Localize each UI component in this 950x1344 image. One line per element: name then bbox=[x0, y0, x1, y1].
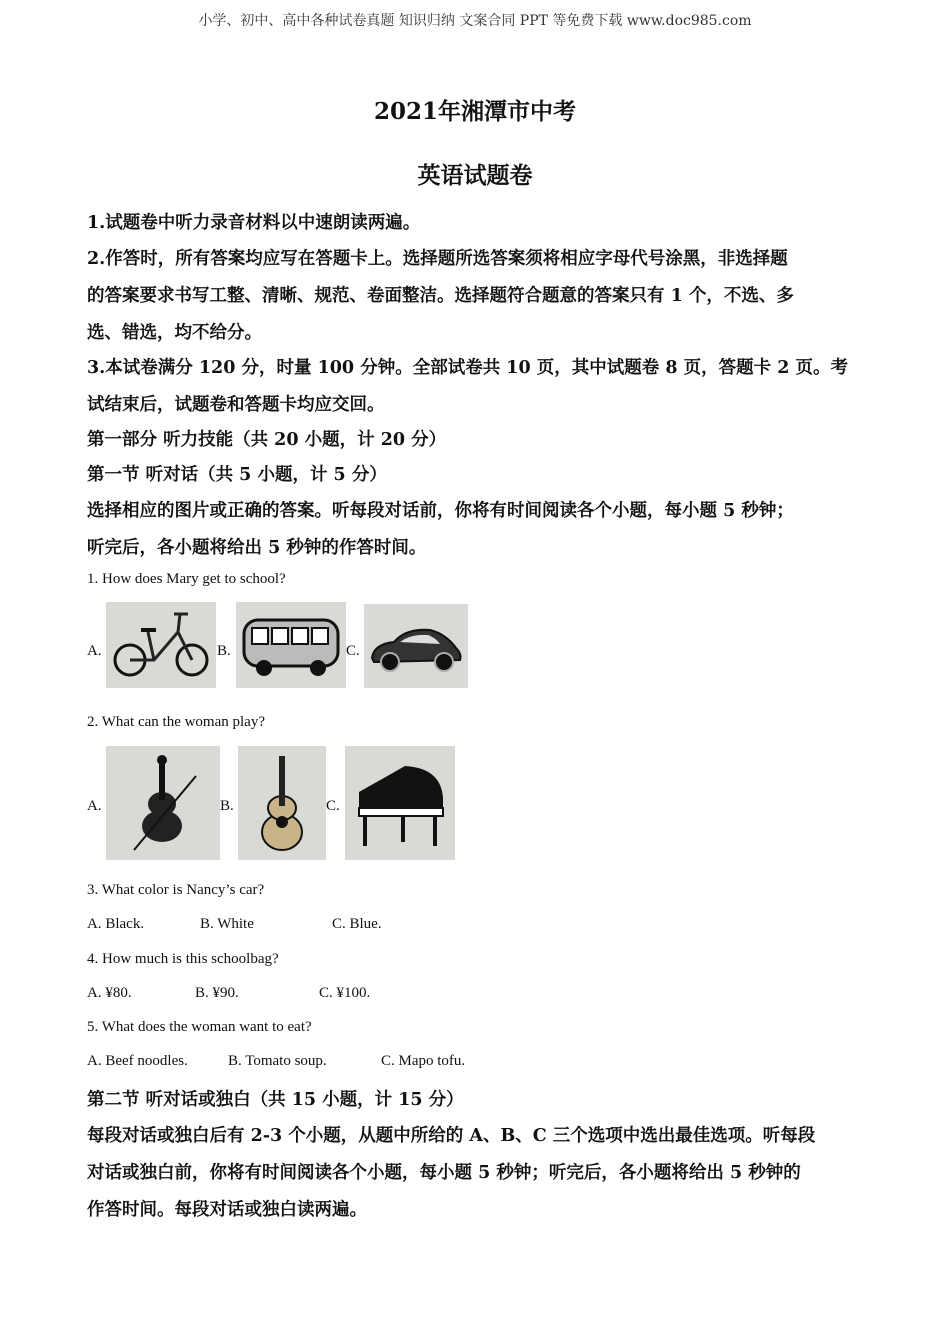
option-a-label: A. bbox=[87, 798, 102, 814]
instruction-line: 试结束后，试题卷和答题卡均应交回。 bbox=[87, 395, 385, 415]
section-description: 对话或独白前，你将有时间阅读各个小题，每小题 5 秒钟；听完后，各小题将给出 5 秒钟的 bbox=[87, 1163, 801, 1183]
car-icon bbox=[364, 604, 468, 688]
option-c-label: C. bbox=[346, 643, 360, 659]
option-b: B. White bbox=[200, 916, 254, 932]
section-description: 每段对话或独白后有 2-3 个小题，从题中所给的 A、B、C 三个选项中选出最佳选项。听每段 bbox=[87, 1126, 816, 1146]
option-b: B. ¥90. bbox=[195, 985, 239, 1001]
option-a-label: A. bbox=[87, 643, 102, 659]
instruction-line: 3.本试卷满分 120 分，时量 100 分钟。全部试卷共 10 页，其中试题卷 8 页，答题卡 2 页。考 bbox=[87, 358, 848, 378]
option-a: A. Black. bbox=[87, 916, 145, 932]
instruction-line: 的答案要求书写工整、清晰、规范、卷面整洁。选择题符合题意的答案只有 1 个，不选、多 bbox=[87, 286, 794, 306]
question-1: 1. How does Mary get to school? bbox=[87, 571, 286, 587]
option-c-label: C. bbox=[326, 798, 340, 814]
option-b: B. Tomato soup. bbox=[228, 1053, 327, 1069]
page-subtitle: 英语试题卷 bbox=[417, 162, 533, 189]
option-c: C. ¥100. bbox=[319, 985, 371, 1001]
option-a: A. Beef noodles. bbox=[87, 1053, 188, 1069]
option-b-label: B. bbox=[220, 798, 234, 814]
section-description: 作答时间。每段对话或独白读两遍。 bbox=[87, 1200, 367, 1220]
section-description: 听完后，各小题将给出 5 秒钟的作答时间。 bbox=[87, 538, 427, 558]
instruction-line: 选、错选，均不给分。 bbox=[87, 323, 262, 343]
question-2: 2. What can the woman play? bbox=[87, 714, 265, 730]
option-b-label: B. bbox=[217, 643, 231, 659]
page-header: 小学、初中、高中各种试卷真题 知识归纳 文案合同 PPT 等免费下载 www.doc985.com bbox=[198, 13, 752, 29]
bicycle-icon bbox=[106, 602, 216, 688]
option-a: A. ¥80. bbox=[87, 985, 132, 1001]
question-4: 4. How much is this schoolbag? bbox=[87, 951, 279, 967]
violin-icon bbox=[106, 746, 220, 860]
instruction-line: 2.作答时，所有答案均应写在答题卡上。选择题所选答案须将相应字母代号涂黑，非选择题 bbox=[87, 249, 788, 269]
piano-icon bbox=[345, 746, 455, 860]
option-c: C. Blue. bbox=[332, 916, 382, 932]
page-title: 2021年湘潭市中考 bbox=[373, 98, 576, 125]
part-heading: 第一部分 听力技能（共 20 小题，计 20 分） bbox=[87, 430, 447, 450]
section-heading: 第二节 听对话或独白（共 15 小题，计 15 分） bbox=[87, 1090, 464, 1110]
section-heading: 第一节 听对话（共 5 小题，计 5 分） bbox=[87, 465, 387, 485]
question-5: 5. What does the woman want to eat? bbox=[87, 1019, 312, 1035]
instruction-line: 1.试题卷中听力录音材料以中速朗读两遍。 bbox=[87, 213, 421, 233]
section-description: 选择相应的图片或正确的答案。听每段对话前，你将有时间阅读各个小题，每小题 5 秒钟； bbox=[87, 501, 794, 521]
guitar-icon bbox=[238, 746, 326, 860]
option-c: C. Mapo tofu. bbox=[381, 1053, 466, 1069]
bus-icon bbox=[236, 602, 346, 688]
question-3: 3. What color is Nancy’s car? bbox=[87, 882, 265, 898]
